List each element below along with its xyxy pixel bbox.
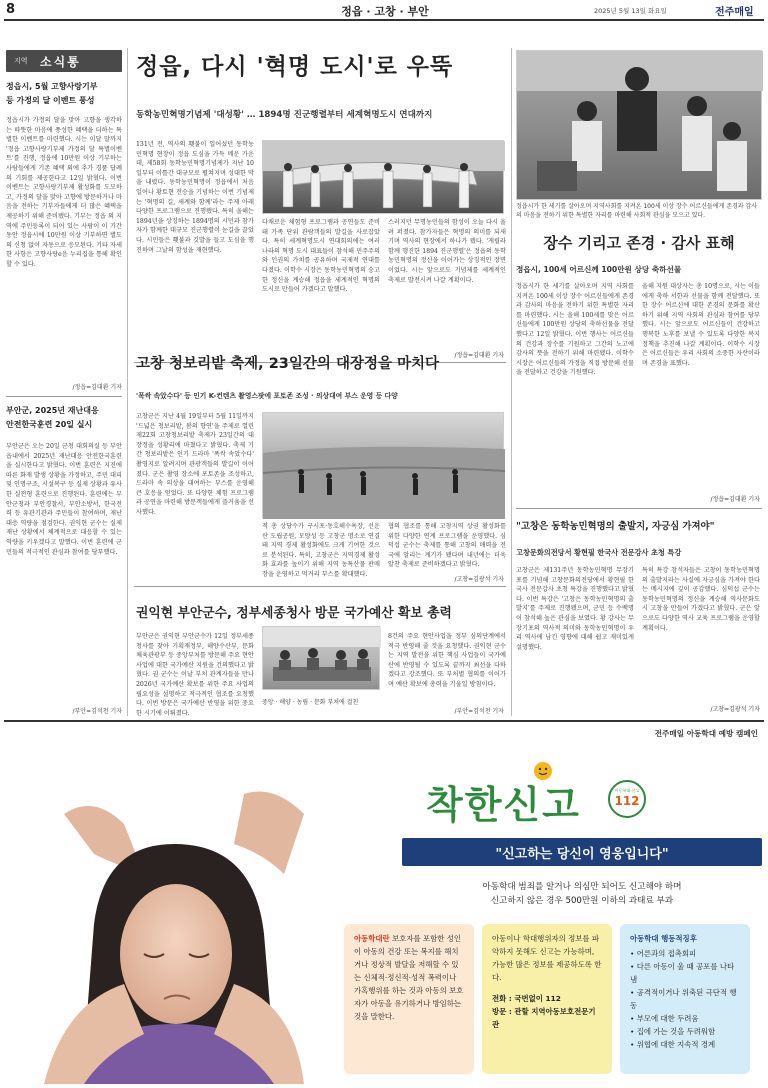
- list-item: • 위협에 대한 지속적 경계: [630, 1040, 716, 1049]
- procession-photo: [262, 140, 504, 214]
- article-divider: [134, 586, 506, 587]
- article-body-col3: 8건의 주요 현안사업을 정부 심의단계에서 적극 반영해 줄 것을 요청했다. 권익현 군수는 지역 발전을 위한 핵심 사업들이 국가예산에 반영될 수 있도록 끝까지 최선을 다하겠다고 강조했다. 또 부처별 협의를 이어가며 예산 확보에 총력을 기울일 방침이다.: [388, 633, 506, 688]
- smile-icon: [534, 762, 552, 780]
- sidebar-item-byline: /정읍=김대환 기자: [72, 384, 122, 391]
- ad-sponsor: 전주매일 아동학대 예방 캠페인: [654, 729, 758, 738]
- sidebar-item-title: 부안군, 2025년 재난대응 안전한국훈련 20일 실시: [6, 406, 99, 429]
- page-number: 8: [6, 2, 16, 17]
- article-subhead: 고창문화의전당서 황현필 한국사 전문강사 초청 특강: [516, 548, 682, 557]
- sidebar-divider: [6, 396, 122, 397]
- article-body-col1: 고창군은 제131주년 동학농민혁명 무장기포를 기념해 고창문화의전당에서 황현필 한국사 전문강사 초청 특강을 진행했다고 밝혔다. 이번 특강은 '고창은 동학농민혁명의 출발지'를 주제로 진행됐으며, 군민 등 수백명이 참석해 높은 관심을 보였다. 황 강사는 무장기포의 역사적 의미와 동학농민혁명이 우리 역사에 남긴 영향에 대해 쉽고 재미있게 설명했다.: [516, 567, 634, 651]
- article-byline: /고창=김광석 기자: [710, 706, 760, 713]
- ad-report-body: 아동이나 학대행위자의 정보를 파악하지 못해도 신고는 가능하며, 가능한 많은 정보를 제공하도록 한다.: [492, 934, 602, 982]
- article-body-col2: 적 총 상당수가 구시포·동호해수욕장, 선운산 도립공원, 모양성 등 고창군 명소로 연결돼 지역 경제 활성화에도 크게 기여한 것으로 분석된다. 특히, 고창군은 지역경제 활성화 효과를 높이기 위해 지역 농특산물 판매장을 운영하고 먹거리 부스를 확대했다.: [262, 523, 380, 578]
- article-body-col2: 다채로운 체험형 프로그램과 공연들도 준비돼 가족 단위 관람객들의 발길을 사로잡았다. 특히 세계혁명도시 연대회의에는 여러 나라의 혁명 도시 대표들이 참석해 민주주의와 인권의 가치를 공유하며 국제적 연대를 다졌다. 이학수 시장은 동학농민혁명의 숭고한 정신을 계승해 정읍을 세계적인 혁명의 도시로 만들어 가겠다고 말했다.: [262, 219, 380, 294]
- article-body-col2: 올해 지원 대상자는 총 10명으로, 시는 이들에게 축하 서한과 선물을 함께 전달했다. 또한 장수 어르신에 대한 존경의 문화를 확산하기 위해 지역 사회의 관심과 참여를 당부했다. 시는 앞으로도 어르신들이 건강하고 행복한 노후를 보낼 수 있도록 다양한 복지 정책을 추진해 나갈 계획이다. 이학수 시장은 어르신들은 우리 사회의 소중한 자산이라며 존경을 표했다.: [642, 283, 760, 367]
- list-item: • 다른 아동이 울 때 공포를 나타냄: [630, 962, 735, 984]
- article-subhead: '폭싹 속았수다' 등 인기 K-컨텐츠 촬영스팟에 포토존 조성 · 의상대여 부스 운영 등 다양: [136, 392, 398, 400]
- ad-definition-highlight: 아동학대란: [354, 934, 390, 943]
- sidebar-header: [6, 50, 122, 72]
- ad-slogan: "신고하는 당신이 영웅입니다": [495, 847, 669, 862]
- ad-logo-number: 아동학대 신고 112: [608, 780, 646, 818]
- ad-panel: [4, 724, 764, 1084]
- list-item: • 공격적이거나 위축된 극단적 행동: [630, 988, 737, 1010]
- page-header: [0, 0, 768, 22]
- photo-caption: 중앙 · 해양 · 농림 · 문화 부처에 걸친: [262, 699, 359, 706]
- article-divider: [516, 508, 762, 509]
- ad-signs-title: 아동학대 행동적징후: [630, 934, 697, 943]
- list-item: • 집에 가는 것을 두려워함: [630, 1027, 716, 1036]
- sidebar-label-small: 지역: [14, 57, 28, 65]
- sidebar-item-byline: /부안=김석천 기자: [72, 708, 122, 715]
- paper-name: 전주매일: [715, 7, 754, 18]
- article-subhead: 동학농민혁명기념제 '대성황' … 1894명 진군행렬부터 세계혁명도시 연대까지: [136, 110, 433, 120]
- article-byline: /정읍=김대환 기자: [710, 496, 760, 503]
- article-headline: "고창은 동학농민혁명의 출발지, 자긍심 가져야": [516, 521, 715, 532]
- sidebar-item-body: 부안군은 오는 20일 군청 대회의실 등 부안읍내에서 2025년 재난대응 안전한국훈련을 실시한다고 밝혔다. 이번 훈련은 지진에 따른 화재 발생 상황을 가정하고, 주민 대피 및 인명구조, 시설복구 등 실제 상황과 유사한 실전형 훈련으로 진행된다. 훈련에는 부안군청과 부안경찰서, 부안소방서, 한국전력 등 유관기관과 주민들이 참여하며, 재난대응 역량을 점검한다. 권익현 군수는 실제 재난 상황에서 체계적으로 대응할 수 있는 역량을 키우겠다고 말했다. 이번 훈련에 군민들의 적극적인 관심과 참여를 당부했다.: [6, 443, 122, 556]
- list-item: • 어른과의 접촉회피: [630, 949, 697, 958]
- minister-meeting-photo: [262, 626, 380, 690]
- ad-logo-text: 착한신고: [426, 783, 581, 827]
- ad-info-box-definition: [344, 924, 474, 1074]
- article-headline: 장수 기리고 존경 · 감사 표해: [543, 234, 735, 252]
- article-byline: /고창=김광석 기자: [454, 576, 504, 583]
- article-headline: 권익현 부안군수, 정부세종청사 방문 국가예산 확보 총력: [136, 606, 452, 621]
- article-body-col1: 부안군은 권익현 부안군수가 12일 정부세종청사를 찾아 기획재정부, 해양수산부, 문화체육관광부 등 중앙부처를 방문해 주요 현안사업에 대한 국가예산 지원을 건의했다고 밝혔다. 권 군수는 이날 부처 관계자들을 만나 2026년 국가예산 확보를 위한 주요 사업의 필요성을 설명하고 적극적인 협조를 요청했다. 이번 방문은 국가예산 반영을 위한 중요한 시기에 이뤄졌다.: [136, 633, 254, 717]
- article-subhead: 정읍시, 100세 어르신께 100만원 상당 축하선물: [516, 265, 682, 274]
- article-body-col3: 스러지던 무명농민들의 함성이 오늘 다시 울려 퍼졌다. 참가자들은 혁명의 의미를 되새기며 역사의 현장에서 하나가 됐다. '게릴라 함께 행진한 1894 진군행렬'은 정읍의 동학농민혁명의 정신을 이어가는 상징적인 장면이었다. 시는 앞으로도 기념제를 세계적인 축제로 발전시켜 나갈 계획이다.: [388, 219, 506, 284]
- ad-info-box-signs: [620, 924, 750, 1074]
- barley-field-photo: [262, 412, 504, 518]
- list-item: • 부모에 대한 두려움: [630, 1014, 699, 1023]
- ad-description: 아동학대 범죄를 알거나 의심만 되어도 신고해야 하며 신고하지 않은 경우 500만원 이하의 과태료 부과: [482, 882, 682, 906]
- sidebar-column-rule: [127, 48, 128, 716]
- article-body-col1: 131년 전, 역사의 횃불이 일어섰던 동학농민혁명 현장이 정읍 도심을 가득 메운 가운데, 제58회 동학농민혁명기념제가 지난 10일부터 이틀간 대규모로 펼쳐지며 성대한 막을 내렸다. 동학농민혁명이 정읍에서 처음 일어나 황토현 전승을 기념하는 이번 기념제는 '혁명의 길, 세계와 함께'라는 주제 아래 다양한 프로그램으로 진행됐다. 특히 올해는 1894년을 상징하는 1894명의 시민과 참가자가 함께한 대규모 진군행렬이 눈길을 끌었다. 시민들은 횃불과 깃발을 들고 도심을 행진하며 그날의 함성을 재현했다.: [136, 141, 254, 254]
- sidebar-item-body: 정읍시가 가정의 달을 맞아 고향을 생각하는 따뜻한 마음에 풍성한 혜택을 더하는 특별한 이벤트를 마련했다. 시는 이달 말까지 '정읍 고향사랑기부제 가정의 달 특별이벤트'를 진행, 정읍에 10만원 이상 기부하는 사람들에게 기존 혜택 외에 추가 경품 답례의 기회를 제공한다고 12일 밝혔다. 이번 이벤트는 고향사랑기부제 활성화를 도모하고, 가정의 달을 맞아 고향에 방문하거나 마음을 전하는 기부자들에게 더 많은 혜택을 제공하기 위해 준비됐다. 기부는 정읍 외 지역에 주민등록이 되어 있는 사람이 이 기간 동안 정읍시에 10만원 이상 기부하면 별도의 신청 없이 자동으로 응모된다. 기타 자세한 사항은 고향사랑e음 누리집을 통해 확인할 수 있다.: [6, 117, 122, 268]
- ad-logo: [426, 774, 666, 834]
- article-byline: /부안=김석천 기자: [454, 708, 504, 715]
- sidebar: [6, 50, 122, 718]
- article-body-col1: 고창군은 지난 4월 19일부터 5월 11일까지 '드넓은 청보리밭, 봄의 향연'을 주제로 열린 제22회 고창청보리밭 축제가 23일간의 대장정을 성황리에 마쳤다고 밝혔다. 축제 기간 청보리밭은 인기 드라마 '폭싹 속았수다' 촬영지로 알려지며 관광객들의 발길이 이어졌다. 군은 촬영 장소에 포토존을 조성하고, 드라마 속 의상을 대여하는 부스를 운영해 큰 호응을 얻었다. 또 다양한 체험 프로그램과 공연을 마련해 방문객들에게 즐거움을 선사했다.: [136, 413, 254, 516]
- article-body-col3: 협의 협조를 통해 고창지역 상권 활성화를 위한 다양한 연계 프로그램을 운영했다. 심덕섭 군수는 축제를 통해 고창의 매력을 전국에 알리는 계기가 됐다며 내년에는 더욱 알찬 축제로 준비하겠다고 밝혔다.: [388, 523, 506, 569]
- article-body-col2: 특히 특강 참석자들은 고창이 동학농민혁명의 출발지라는 사실에 자긍심을 가져야 한다는 메시지에 깊이 공감했다. 심덕섭 군수는 동학농민혁명의 정신을 계승해 역사문화도시 고창을 만들어 가겠다고 밝혔다. 군은 앞으로도 다양한 역사 교육 프로그램을 운영할 계획이다.: [642, 567, 760, 632]
- ad-info-box-report: [482, 924, 612, 1074]
- ad-report-phone: 전화 : 국번없이 112: [492, 994, 561, 1003]
- photo-caption: 정읍시가 한 세기를 살아오며 지역사회를 지켜온 100세 이상 장수 어르신들에게 존경과 감사의 마음을 전하기 위한 특별한 자리를 마련해 사회적 관심을 모으고 있다.: [516, 203, 758, 219]
- elderly-celebration-photo: [516, 50, 762, 200]
- article-headline: 정읍, 다시 '혁명 도시'로 우뚝: [136, 54, 454, 80]
- center-column-rule: [511, 48, 512, 716]
- ad-report-visit: 방문 : 관할 지역아동보호전문기관: [492, 1007, 596, 1029]
- article-body-col1: 정읍시가 한 세기를 살아오며 지역 사회를 지켜온 100세 이상 장수 어르신들에게 존경과 감사의 마음을 전하기 위한 특별한 자리를 마련했다. 시는 올해 100세를 맞은 어르신들에게 100만원 상당의 축하선물을 전달했다고 12일 밝혔다. 이번 행사는 어르신들의 건강과 장수를 기원하고 그간의 노고에 감사의 뜻을 전하기 위해 마련됐다. 이학수 시장은 어르신들의 가정을 직접 방문해 선물을 전달하고 건강을 기원했다.: [516, 283, 634, 377]
- child-illustration: [4, 754, 344, 1084]
- section-title: 정읍 · 고창 · 부안: [341, 5, 429, 18]
- ad-definition-body: 보호자를 포함한 성인이 아동의 건강 또는 복지를 해치거나 정상적 발달을 저해할 수 있는 신체적·정신적·성적 폭력이나 가혹행위를 하는 것과 아동의 보호자가 아동을 유기하거나 방임하는 것을 말한다.: [354, 934, 464, 1021]
- sidebar-item-title: 정읍시, 5월 고향사랑기부 등 가정의 달 이벤트 풍성: [6, 82, 98, 105]
- issue-date: 2025년 5월 13일 화요일: [594, 7, 667, 15]
- ad-slogan-bar: [402, 838, 762, 866]
- header-rule: [4, 19, 764, 21]
- sidebar-label-big: 소식통: [40, 55, 81, 69]
- article-byline: /정읍=김대환 기자: [454, 352, 504, 359]
- ad-top-rule: [4, 720, 764, 722]
- article-headline: 고창 청보리밭 축제, 23일간의 대장정을 마치다: [136, 356, 440, 372]
